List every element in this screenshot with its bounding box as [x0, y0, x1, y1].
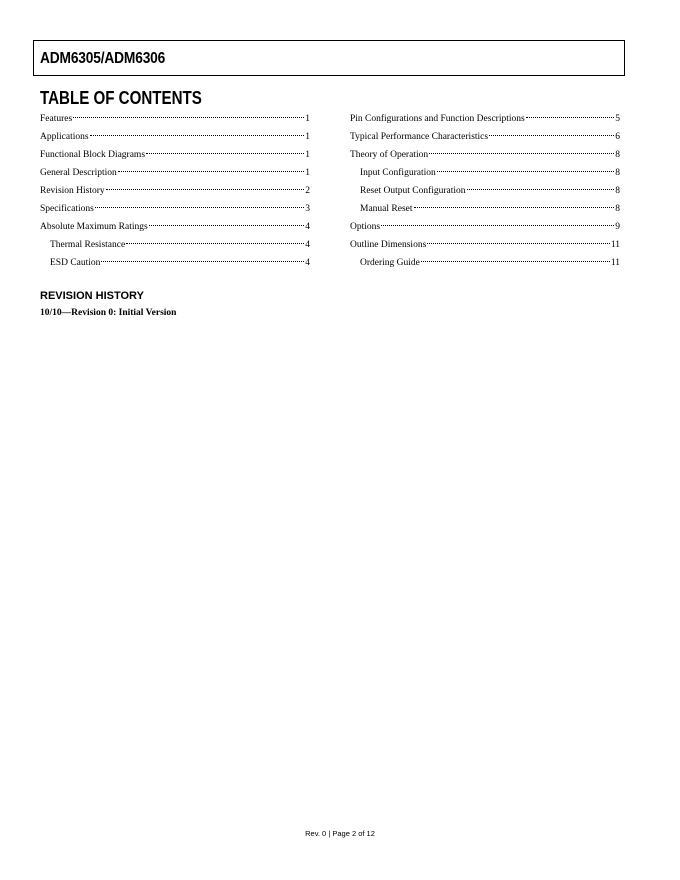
- toc-entry-page: 8: [615, 150, 620, 160]
- toc-entry-label: Input Configuration: [360, 168, 436, 178]
- toc-entry-label: Pin Configurations and Function Descriptions: [350, 114, 525, 124]
- toc-dot-leader: [526, 117, 615, 118]
- toc-entry-label: General Description: [40, 168, 117, 178]
- toc-dot-leader: [106, 189, 305, 190]
- toc-entry[interactable]: [40, 236, 310, 254]
- toc-entry-label: Typical Performance Characteristics: [350, 132, 489, 142]
- toc-entry[interactable]: [40, 182, 310, 200]
- toc-entry-page: 11: [610, 258, 620, 268]
- toc-entry-label: Manual Reset: [360, 204, 413, 214]
- toc-dot-leader: [381, 225, 614, 226]
- toc-entry-page: 1: [305, 114, 310, 124]
- toc-entry-label: Theory of Operation: [350, 150, 429, 160]
- toc-entry-page: 1: [305, 132, 310, 142]
- toc-entry-page: 2: [305, 186, 310, 196]
- toc-dot-leader: [414, 207, 615, 208]
- toc-entry-label: Thermal Resistance: [50, 240, 126, 250]
- toc-entry[interactable]: [350, 218, 620, 236]
- toc-entry-page: 4: [305, 240, 310, 250]
- toc-entry-label: Functional Block Diagrams: [40, 150, 146, 160]
- toc-dot-leader: [421, 261, 610, 262]
- toc-entry-page: 1: [305, 150, 310, 160]
- toc-entry[interactable]: [40, 164, 310, 182]
- toc-entry-label: Specifications: [40, 204, 94, 214]
- toc-entry-label: Absolute Maximum Ratings: [40, 222, 148, 232]
- toc-entry-page: 8: [615, 204, 620, 214]
- toc-entry-label: Options: [350, 222, 381, 232]
- toc-entry[interactable]: [350, 200, 620, 218]
- toc-entry[interactable]: [40, 128, 310, 146]
- toc-entry[interactable]: [40, 200, 310, 218]
- toc-entry[interactable]: [350, 146, 620, 164]
- toc-dot-leader: [149, 225, 305, 226]
- toc-left-column: [40, 110, 310, 272]
- toc-entry-page: 5: [615, 114, 620, 124]
- toc-entry-page: 6: [615, 132, 620, 142]
- toc-dot-leader: [101, 261, 304, 262]
- toc-entry-page: 11: [610, 240, 620, 250]
- toc-entry-page: 8: [615, 186, 620, 196]
- toc-entry[interactable]: [350, 164, 620, 182]
- toc-entry-label: Features: [40, 114, 73, 124]
- toc-entry[interactable]: [40, 218, 310, 236]
- toc-dot-leader: [437, 171, 615, 172]
- toc-entry[interactable]: [40, 110, 310, 128]
- toc-dot-leader: [73, 117, 304, 118]
- revision-history-entry: 10/10—Revision 0: Initial Version: [40, 308, 177, 318]
- toc-entry-label: Outline Dimensions: [350, 240, 427, 250]
- toc-entry-label: Ordering Guide: [360, 258, 420, 268]
- toc-entry-page: 4: [305, 222, 310, 232]
- toc-dot-leader: [467, 189, 615, 190]
- toc-dot-leader: [427, 243, 610, 244]
- toc-entry[interactable]: [350, 110, 620, 128]
- toc-entry-label: Applications: [40, 132, 89, 142]
- toc-entry[interactable]: [40, 254, 310, 272]
- toc-dot-leader: [95, 207, 304, 208]
- toc-entry-label: Revision History: [40, 186, 105, 196]
- toc-entry[interactable]: [350, 254, 620, 272]
- toc-entry-page: 4: [305, 258, 310, 268]
- toc-entry[interactable]: [350, 128, 620, 146]
- toc-entry[interactable]: [350, 236, 620, 254]
- revision-history-heading: REVISION HISTORY: [40, 290, 144, 302]
- toc-dot-leader: [146, 153, 304, 154]
- toc-entry-label: Reset Output Configuration: [360, 186, 466, 196]
- toc-entry-page: 9: [615, 222, 620, 232]
- toc-heading: TABLE OF CONTENTS: [40, 88, 202, 108]
- toc-dot-leader: [429, 153, 614, 154]
- toc-dot-leader: [90, 135, 305, 136]
- toc-dot-leader: [489, 135, 614, 136]
- toc-dot-leader: [118, 171, 304, 172]
- toc-entry-page: 3: [305, 204, 310, 214]
- part-number-title: ADM6305/ADM6306: [40, 50, 166, 67]
- page-header: [33, 40, 625, 76]
- toc-entry-page: 8: [615, 168, 620, 178]
- toc-entry[interactable]: [350, 182, 620, 200]
- toc-entry[interactable]: [40, 146, 310, 164]
- toc-right-column: [350, 110, 620, 272]
- toc-entry-page: 1: [305, 168, 310, 178]
- toc-dot-leader: [126, 243, 304, 244]
- page-footer: Rev. 0 | Page 2 of 12: [305, 829, 375, 838]
- toc-entry-label: ESD Caution: [50, 258, 101, 268]
